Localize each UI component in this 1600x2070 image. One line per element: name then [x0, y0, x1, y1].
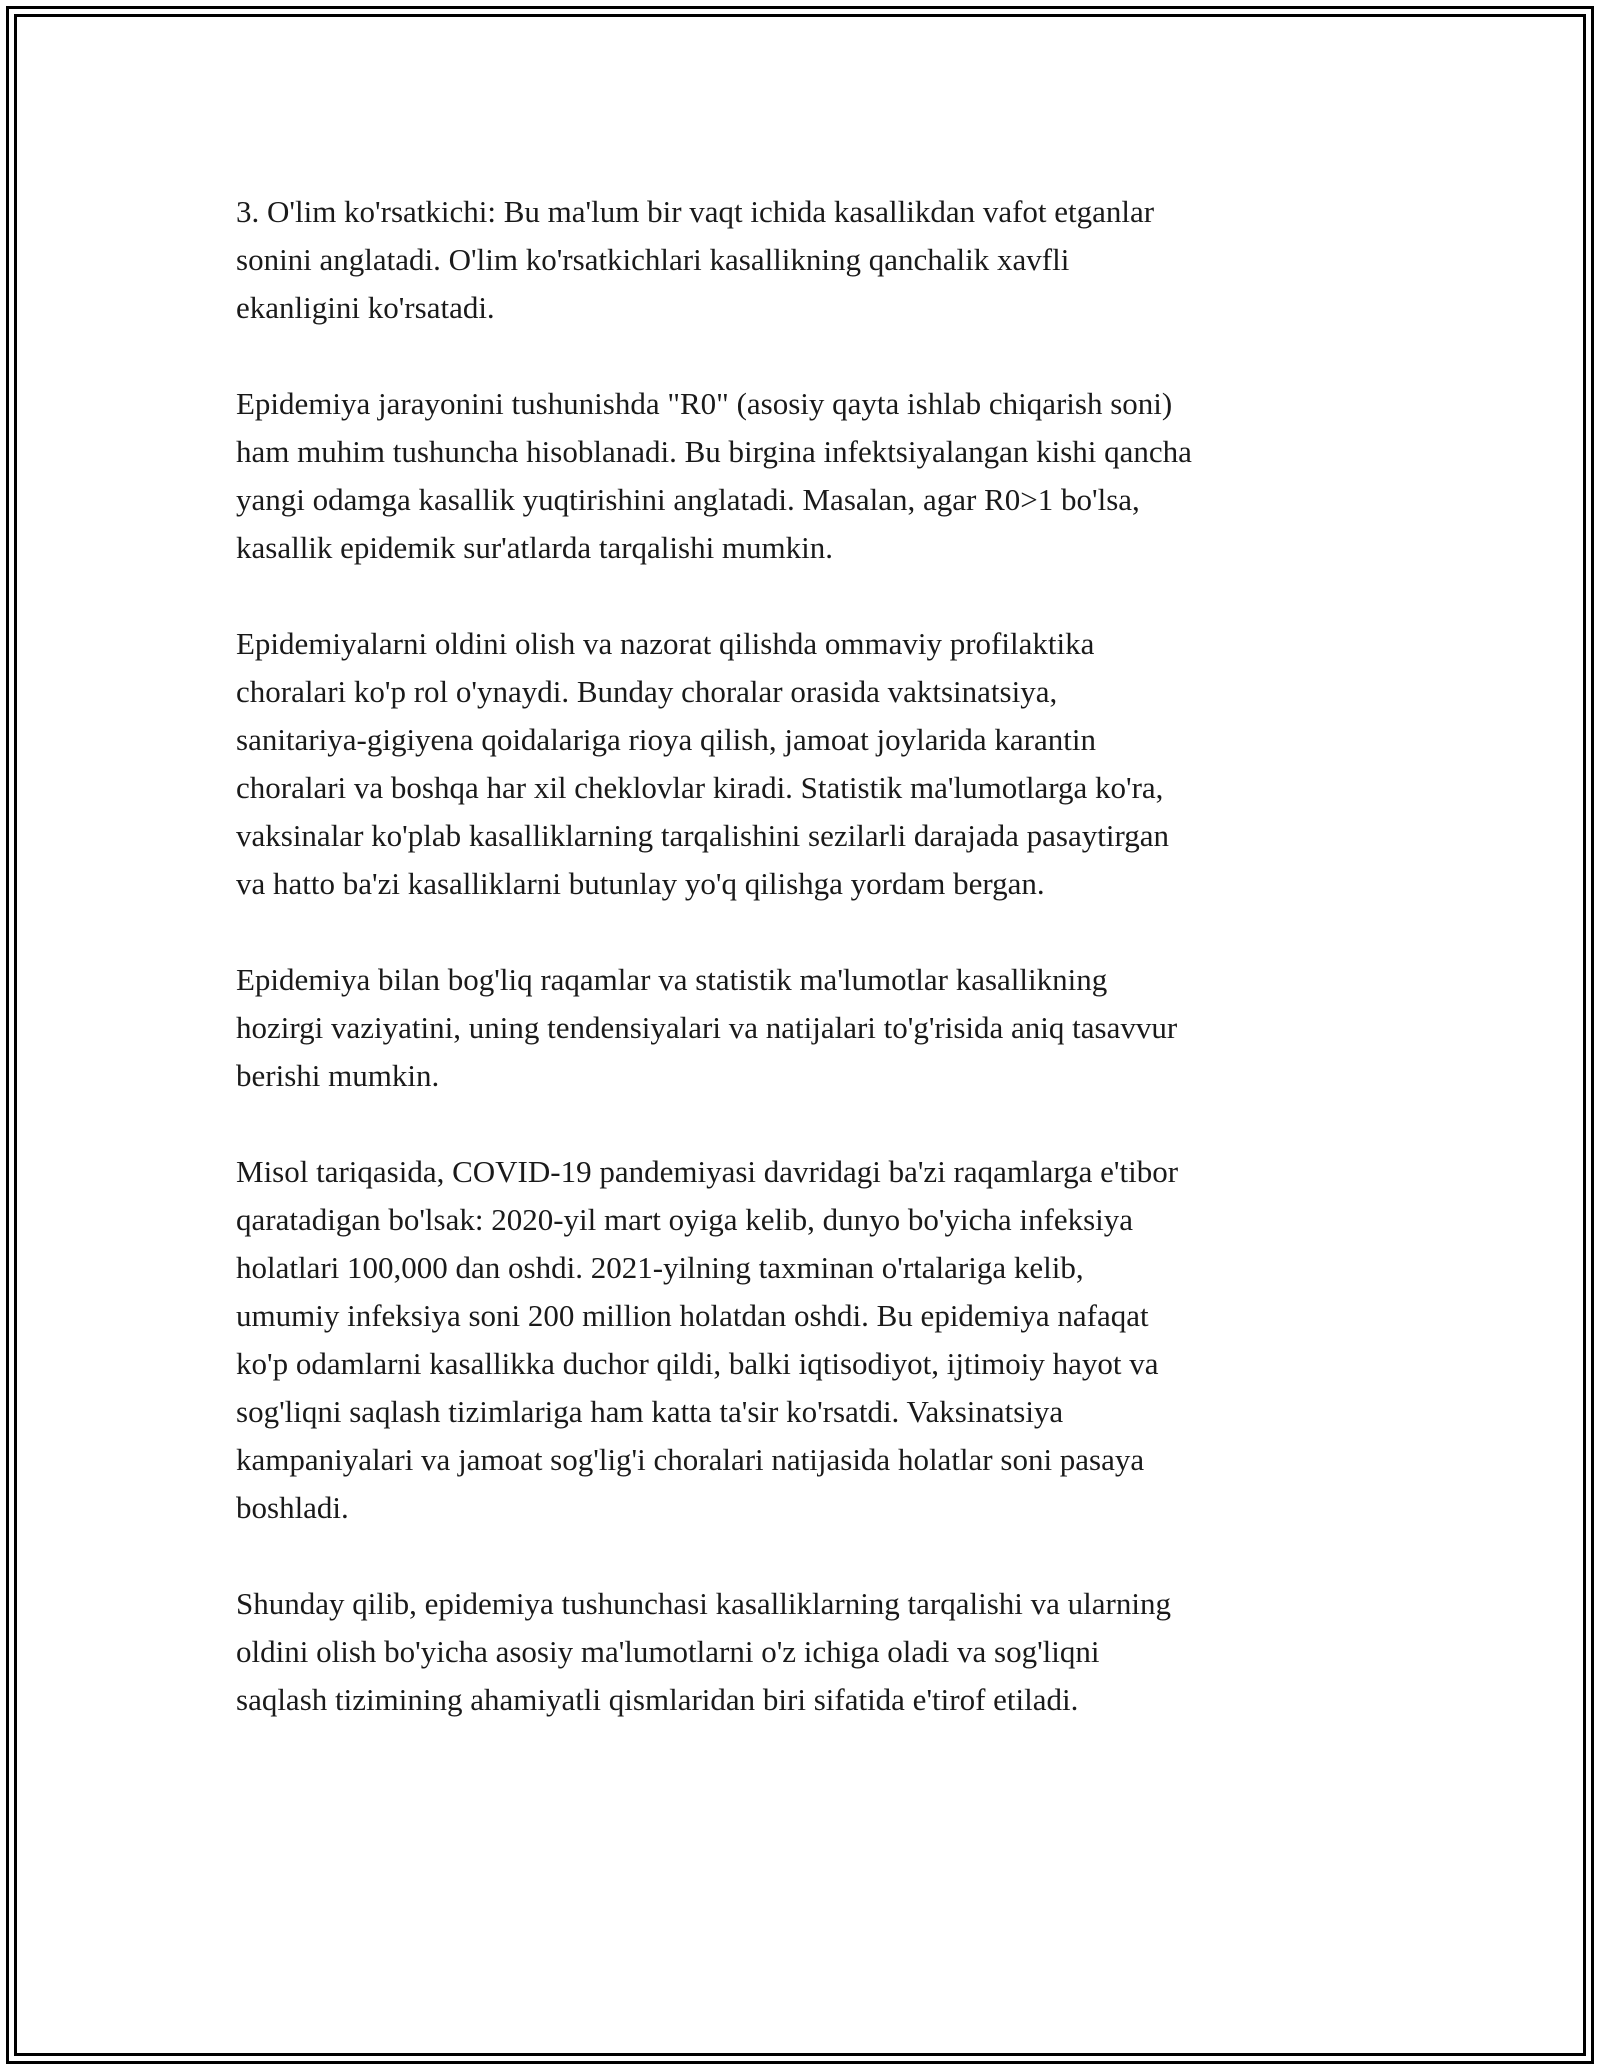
document-body: [236, 188, 1396, 1772]
paragraph-statistics: Epidemiya bilan bog'liq raqamlar va statistik ma'lumotlar kasallikning hozirgi vaziyatini, uning tendensiyalari va natijalari to'g'risida aniq tasavvur berishi mumkin.: [236, 962, 1178, 1093]
paragraph-prevention: Epidemiyalarni oldini olish va nazorat qilishda ommaviy profilaktika choralari ko'p rol o'ynaydi. Bunday choralar orasida vaktsinatsiya, sanitariya-gigiyena qoidalariga rioya qilish, jamoat joylarida karantin choralari va boshqa har xil cheklovlar kiradi. Statistik ma'lumotlarga ko'ra, vaksinalar ko'plab kasalliklarning tarqalishini sezilarli darajada pasaytirgan va hatto ba'zi kasalliklarni butunlay yo'q qilishga yordam bergan.: [236, 626, 1169, 901]
paragraph-covid-example: Misol tariqasida, COVID-19 pandemiyasi davridagi ba'zi raqamlarga e'tibor qaratadigan bo'lsak: 2020-yil mart oyiga kelib, dunyo bo'yicha infeksiya holatlari 100,000 dan oshdi. 2021-yilning taxminan o'rtalariga kelib, umumiy infeksiya soni 200 million holatdan oshdi. Bu epidemiya nafaqat ko'p odamlarni kasallikka duchor qildi, balki iqtisodiyot, ijtimoiy hayot va sog'liqni saqlash tizimlariga ham katta ta'sir ko'rsatdi. Vaksinatsiya kampaniyalari va jamoat sog'lig'i choralari natijasida holatlar soni pasaya boshladi.: [236, 1154, 1179, 1525]
paragraph-r0: Epidemiya jarayonini tushunishda "R0" (asosiy qayta ishlab chiqarish soni) ham muhim tushuncha hisoblanadi. Bu birgina infektsiyalangan kishi qancha yangi odamga kasallik yuqtirishini anglatadi. Masalan, agar R0>1 bo'lsa, kasallik epidemik sur'atlarda tarqalishi mumkin.: [236, 386, 1192, 565]
paragraph-conclusion: Shunday qilib, epidemiya tushunchasi kasalliklarning tarqalishi va ularning oldini olish bo'yicha asosiy ma'lumotlarni o'z ichiga oladi va sog'liqni saqlash tizimining ahamiyatli qismlaridan biri sifatida e'tirof etiladi.: [236, 1586, 1171, 1717]
paragraph-mortality-rate: 3. O'lim ko'rsatkichi: Bu ma'lum bir vaqt ichida kasallikdan vafot etganlar sonini anglatadi. O'lim ko'rsatkichlari kasallikning qanchalik xavfli ekanligini ko'rsatadi.: [236, 194, 1155, 325]
